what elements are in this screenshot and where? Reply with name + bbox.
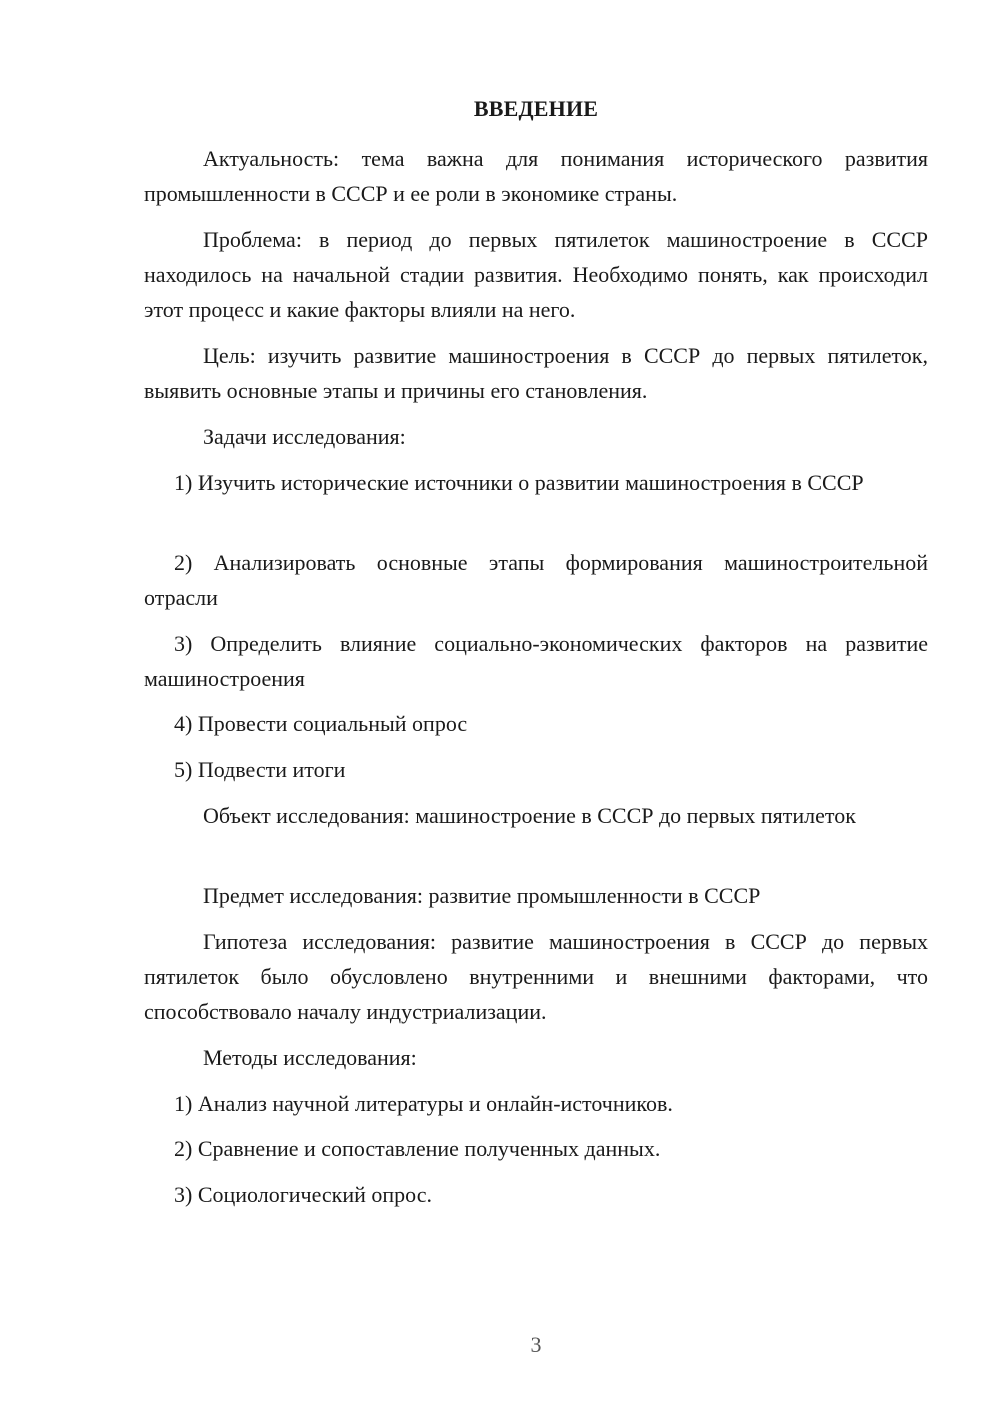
task-item-1: 1) Изучить исторические источники о развитии машиностроения в СССР [174,470,864,495]
tasks-heading: Задачи исследования: [203,424,406,449]
task-item-3: 3) Определить влияние социально-экономических факторов на развитие машиностроения [144,631,928,691]
task-item-5: 5) Подвести итоги [174,757,346,782]
task-item-2: 2) Анализировать основные этапы формирования машиностроительной отрасли [144,550,928,610]
hypothesis-paragraph: Гипотеза исследования: развитие машиностроения в СССР до первых пятилеток было обусловлено внутренними и внешними факторами, что способствовало началу индустриализации. [144,929,928,1024]
method-item-2: 2) Сравнение и сопоставление полученных данных. [174,1136,661,1161]
problem-paragraph: Проблема: в период до первых пятилеток машиностроение в СССР находилось на начальной стадии развития. Необходимо понять, как происходил этот процесс и какие факторы влияли на него. [144,227,928,322]
method-item-3: 3) Социологический опрос. [174,1182,432,1207]
goal-paragraph: Цель: изучить развитие машиностроения в СССР до первых пятилеток, выявить основные этапы и причины его становления. [144,343,928,403]
method-item-1: 1) Анализ научной литературы и онлайн-источников. [174,1091,673,1116]
task-item-4: 4) Провести социальный опрос [174,711,468,736]
methods-heading: Методы исследования: [203,1045,417,1070]
page-number: 3 [530,1332,542,1357]
subject-paragraph: Предмет исследования: развитие промышленности в СССР [203,883,761,908]
page-title: ВВЕДЕНИЕ [473,96,599,121]
object-paragraph: Объект исследования: машиностроение в СССР до первых пятилеток [203,803,856,828]
relevance-paragraph: Актуальность: тема важна для понимания исторического развития промышленности в СССР и ее роли в экономике страны. [144,146,928,206]
